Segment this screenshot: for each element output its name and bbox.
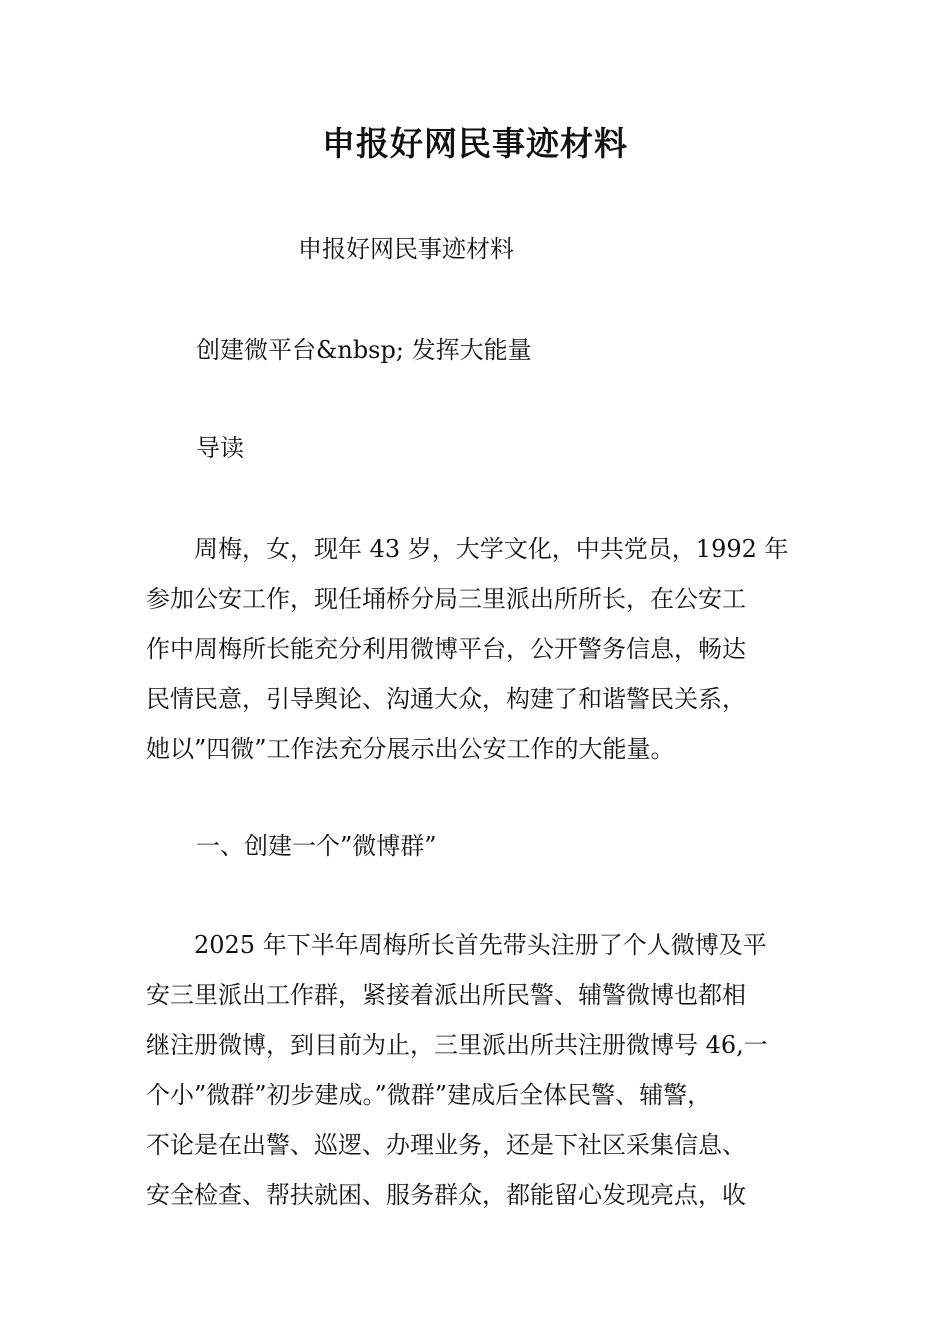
- section-heading-weibo-group: 一、创建一个”微博群”: [196, 832, 437, 860]
- paragraph-line: 个小”微群”初步建成。”微群”建成后全体民警、辅警，: [146, 1081, 712, 1109]
- heading-platform: 创建微平台&nbsp; 发挥大能量: [196, 336, 532, 364]
- paragraph-line: 周梅，女，现年 43 岁，大学文化，中共党员，1992 年: [146, 535, 789, 563]
- paragraph-intro: [146, 524, 826, 774]
- paragraph-line: 不论是在出警、巡逻、办理业务，还是下社区采集信息、: [146, 1131, 746, 1159]
- paragraph-line: 她以”四微”工作法充分展示出公安工作的大能量。: [146, 735, 675, 763]
- heading-intro: 导读: [196, 434, 244, 462]
- paragraph-line: 2025 年下半年周梅所长首先带头注册了个人微博及平: [146, 931, 767, 959]
- paragraph-line: 民情民意，引导舆论、沟通大众，构建了和谐警民关系，: [146, 685, 746, 713]
- paragraph-line: 安三里派出工作群，紧接着派出所民警、辅警微博也都相: [146, 981, 746, 1009]
- paragraph-weibo-group: [146, 920, 826, 1220]
- paragraph-line: 参加公安工作，现任埇桥分局三里派出所所长，在公安工: [146, 585, 746, 613]
- paragraph-line: 作中周梅所长能充分利用微博平台，公开警务信息，畅达: [146, 635, 746, 663]
- document-subtitle: 申报好网民事迹材料: [298, 235, 514, 263]
- document-title: 申报好网民事迹材料: [322, 124, 628, 163]
- paragraph-line: 安全检查、帮扶就困、服务群众，都能留心发现亮点，收: [146, 1181, 746, 1209]
- paragraph-line: 继注册微博，到目前为止，三里派出所共注册微博号 46,一: [146, 1031, 768, 1059]
